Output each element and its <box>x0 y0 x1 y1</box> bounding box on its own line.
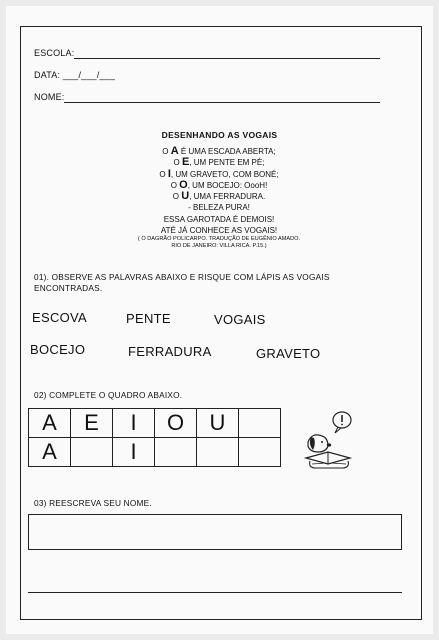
poem-line: O O, UM BOCEJO: OooH! <box>170 178 268 191</box>
word-vogais[interactable]: VOGAIS <box>214 312 266 327</box>
question-3-label: 03) REESCREVA SEU NOME. <box>34 498 152 508</box>
grid-cell[interactable] <box>239 438 281 467</box>
word-ferradura[interactable]: FERRADURA <box>128 344 212 359</box>
word-graveto[interactable]: GRAVETO <box>256 346 321 361</box>
grid-cell[interactable]: E <box>71 409 113 438</box>
grid-cell[interactable]: A <box>29 438 71 467</box>
snoopy-reading-illustration <box>298 406 360 476</box>
escola-line[interactable] <box>74 58 380 59</box>
poem-line: O A É UMA ESCADA ABERTA; <box>162 145 276 157</box>
question-1 <box>34 272 330 294</box>
poem-line: ATÉ JÁ CONHECE AS VOGAIS! <box>160 226 278 236</box>
poem-vowel: E <box>181 156 190 169</box>
data-label[interactable]: DATA: ___/___/___ <box>34 70 116 80</box>
worksheet-page <box>6 6 433 634</box>
grid-cell[interactable]: I <box>113 438 155 467</box>
vowel-grid <box>28 408 281 467</box>
poem-vowel: U <box>181 190 190 203</box>
nome-line[interactable] <box>64 102 380 103</box>
poem-vowel: A <box>170 145 179 157</box>
poem-line: ESSA GAROTADA É DEMOIS! <box>163 214 275 224</box>
nome-label: NOME: <box>34 92 65 102</box>
grid-cell[interactable]: U <box>197 409 239 438</box>
question-2-label: 02) COMPLETE O QUADRO ABAIXO. <box>34 390 183 400</box>
grid-cell[interactable] <box>197 438 239 467</box>
poem-title: DESENHANDO AS VOGAIS <box>161 130 278 140</box>
grid-cell[interactable] <box>239 409 281 438</box>
question-1-line2: ENCONTRADAS. <box>34 283 103 293</box>
grid-cell[interactable]: I <box>113 409 155 438</box>
grid-cell[interactable]: A <box>29 409 71 438</box>
word-escova[interactable]: ESCOVA <box>32 310 88 325</box>
bottom-answer-line[interactable] <box>28 592 402 593</box>
poem-citation-2: RIO DE JANEIRO: VILLA RICA. P.15.) <box>171 243 267 250</box>
poem-line: O U, UMA FERRADURA. <box>172 190 266 203</box>
poem-vowel: I <box>167 167 171 180</box>
vowel-grid-row-2 <box>29 438 281 467</box>
poem <box>94 146 344 250</box>
poem-line: - BELEZA PURA! <box>188 203 250 213</box>
word-pente[interactable]: PENTE <box>126 311 171 326</box>
grid-cell[interactable] <box>155 438 197 467</box>
poem-citation-1: ( O DAGRÃO POLICARPO. TRADUÇÃO DE EUGÊNIO AMADO. <box>137 236 301 243</box>
poem-line: O I, UM GRAVETO, COM BONÉ; <box>159 167 279 180</box>
name-answer-box[interactable] <box>28 514 402 550</box>
poem-vowel: O <box>179 178 188 191</box>
poem-line: O E, UM PENTE EM PÉ; <box>173 156 265 169</box>
question-1-line1: 01). OBSERVE AS PALAVRAS ABAIXO E RISQUE COM LÁPIS AS VOGAIS <box>34 272 330 282</box>
escola-label: ESCOLA: <box>34 48 75 58</box>
grid-cell[interactable] <box>71 438 113 467</box>
grid-cell[interactable]: O <box>155 409 197 438</box>
vowel-grid-row-1 <box>29 409 281 438</box>
word-bocejo[interactable]: BOCEJO <box>30 342 86 357</box>
